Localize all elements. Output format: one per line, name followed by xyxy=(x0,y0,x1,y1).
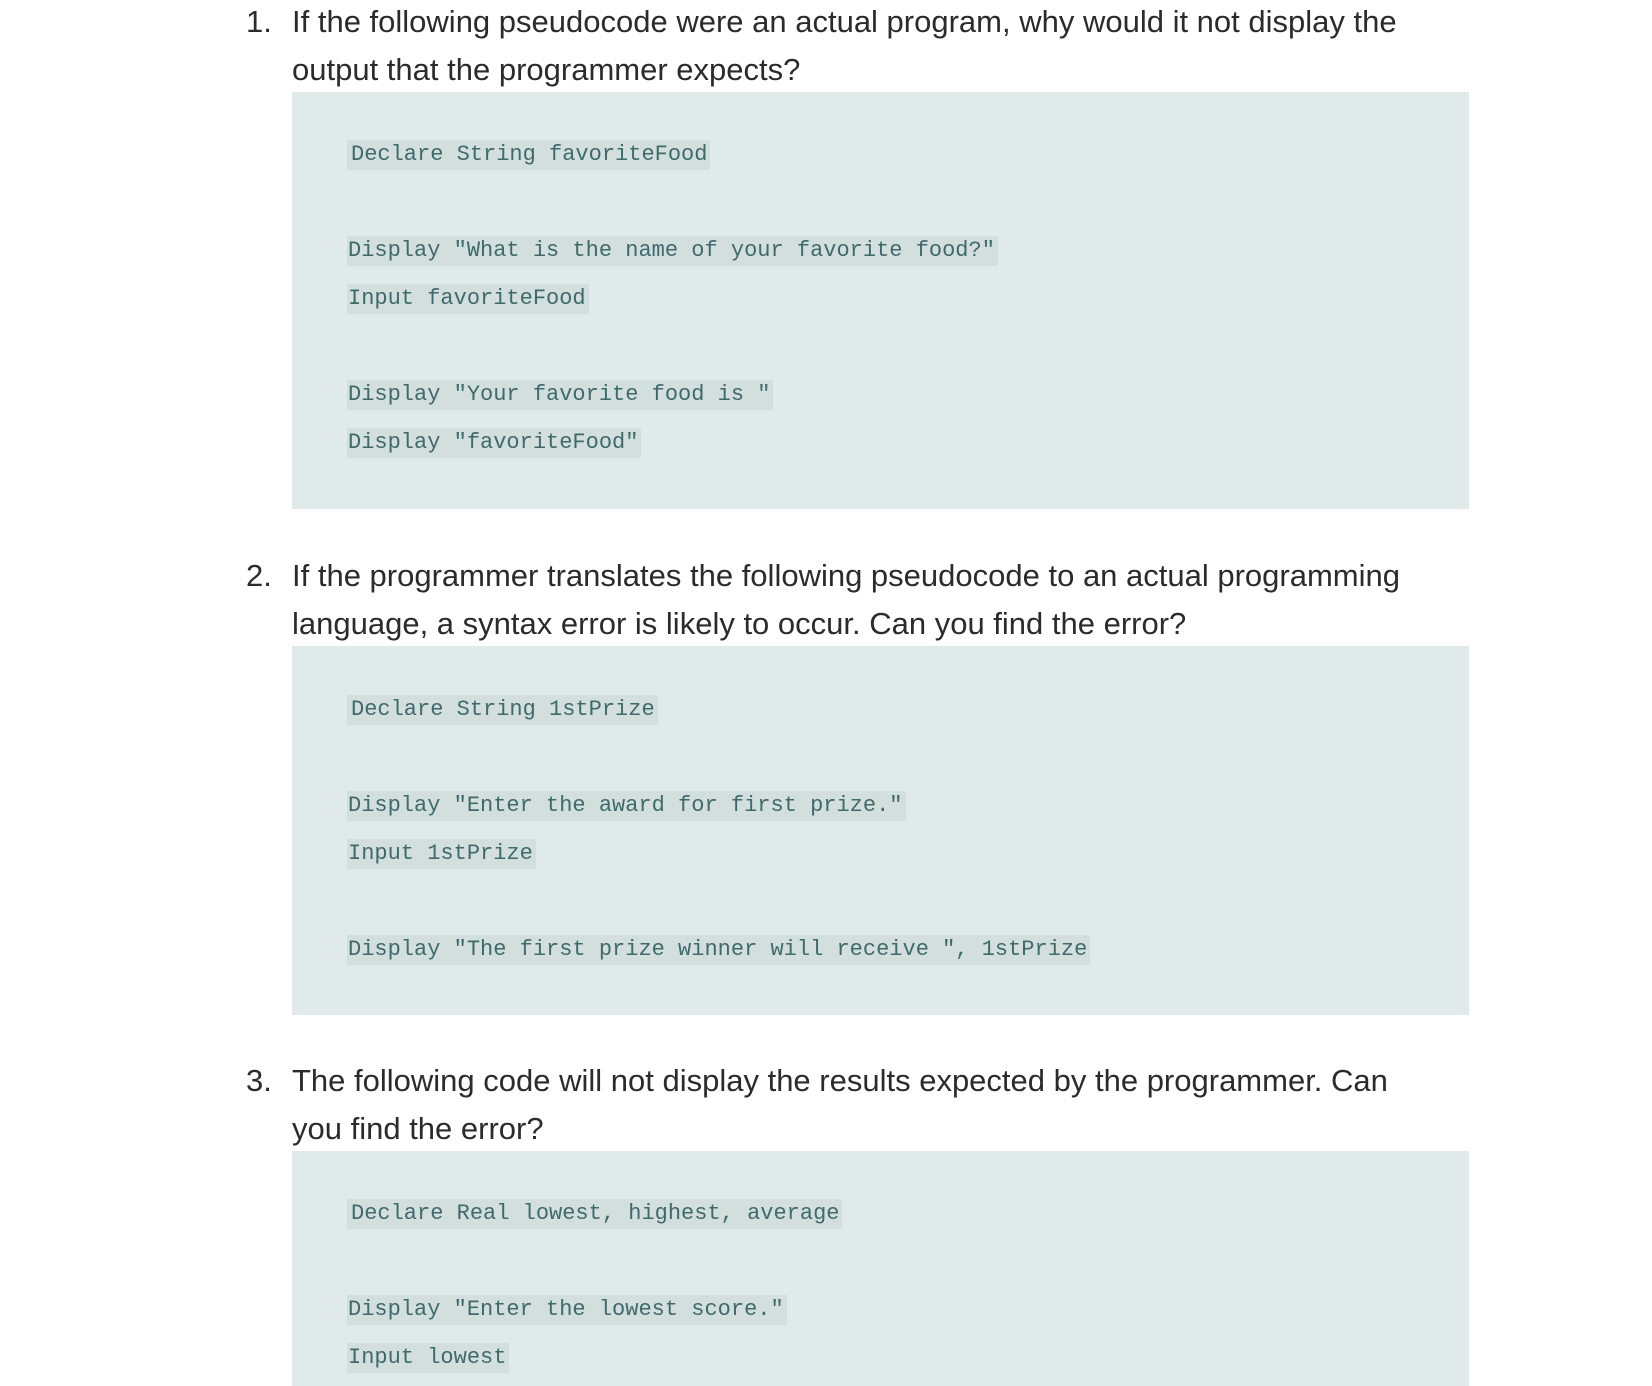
question-number: 1. xyxy=(246,4,272,39)
code-line: Declare String 1stPrize xyxy=(347,695,658,725)
code-line: Input lowest xyxy=(347,1343,509,1373)
code-line: Display "What is the name of your favorite food?" xyxy=(347,236,998,266)
question-text-line: output that the programmer expects? xyxy=(292,52,801,87)
question-text-line: language, a syntax error is likely to occur. Can you find the error? xyxy=(292,606,1187,641)
question-number: 2. xyxy=(246,558,272,593)
code-line: Display "Enter the award for first prize." xyxy=(347,791,906,821)
code-block xyxy=(292,646,1469,1015)
code-line: Display "The first prize winner will receive ", 1stPrize xyxy=(347,935,1090,965)
code-block xyxy=(292,92,1469,509)
code-line: Declare String favoriteFood xyxy=(347,140,710,170)
code-line: Display "favoriteFood" xyxy=(347,428,641,458)
code-line: Input 1stPrize xyxy=(347,839,536,869)
code-line: Display "Enter the lowest score." xyxy=(347,1295,787,1325)
code-line: Declare Real lowest, highest, average xyxy=(347,1199,842,1229)
question-text-line: If the following pseudocode were an actual program, why would it not display the xyxy=(292,4,1397,39)
code-line: Display "Your favorite food is " xyxy=(347,380,773,410)
question-text-line: The following code will not display the results expected by the programmer. Can xyxy=(292,1063,1388,1098)
question-number: 3. xyxy=(246,1063,272,1098)
code-line: Input favoriteFood xyxy=(347,284,589,314)
question-text-line: If the programmer translates the following pseudocode to an actual programming xyxy=(292,558,1400,593)
code-block xyxy=(292,1151,1469,1386)
question-text-line: you find the error? xyxy=(292,1111,544,1146)
